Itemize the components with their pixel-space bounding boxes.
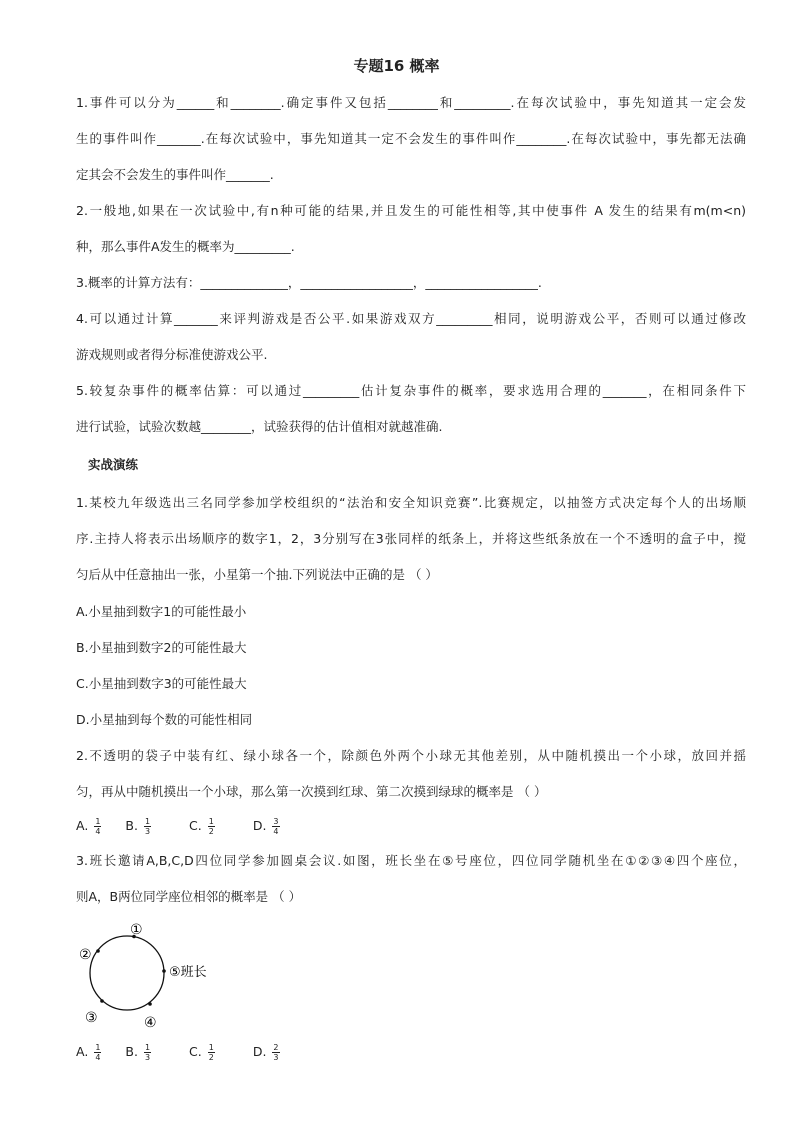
q2-line-2: 匀，再从中随机摸出一个小球，那么第一次摸到红球、第二次摸到绿球的概率是 （ ） [76,784,547,799]
intro-4-line-2: 游戏规则或者得分标准使游戏公平. [76,347,268,362]
intro-3-line-1: 3.概率的计算方法有：______________，__________________，__________________. [76,275,542,290]
page-title: 专题16 概率 [353,57,440,75]
q2-option-d-label: D. [252,818,267,833]
q1-option-a: A.小星抽到数字1的可能性最小 [76,604,247,619]
seat-1-label: ① [130,922,143,938]
q2-option-c-label: C. [189,818,202,833]
q2-line-1: 2.不透明的袋子中装有红、绿小球各一个，除颜色外两个小球无其他差别，从中随机摸出一个小球，放回并摇 [76,748,746,763]
q3-option-c-fraction: $\frac{1}{2}$ [208,1043,214,1062]
q1-option-c: C.小星抽到数字3的可能性最大 [76,676,247,691]
intro-1-line-1: 1.事件可以分为______和________.确定事件又包括________和_________.在每次试验中，事先知道其一定会发 [76,95,746,110]
q3-line-2: 则A，B两位同学座位相邻的概率是 （ ） [76,889,302,904]
q1-line-1: 1.某校九年级选出三名同学参加学校组织的“法治和安全知识竞赛”.比赛规定，以抽签方式决定每个人的出场顺 [76,495,746,510]
q1-option-b: B.小星抽到数字2的可能性最大 [76,640,247,655]
q1-option-d: D.小星抽到每个数的可能性相同 [76,712,253,727]
q3-option-a-label: A. [76,1044,89,1059]
seat-2-dot [96,949,100,953]
seat-2-label: ② [79,947,92,963]
q3-option-c-label: C. [189,1044,202,1059]
intro-4-line-1: 4.可以通过计算_______来评判游戏是否公平.如果游戏双方_________相同，说明游戏公平，否则可以通过修改 [76,311,746,326]
round-table-diagram [70,915,270,1035]
q3-option-b-fraction: $\frac{1}{3}$ [144,1043,151,1062]
q1-line-3: 匀后从中任意抽出一张，小星第一个抽.下列说法中正确的是 （ ） [76,567,438,582]
intro-2-line-1: 2.一般地,如果在一次试验中,有n种可能的结果,并且发生的可能性相等,其中使事件 A 发生的结果有m(m<n) [76,203,746,218]
q2-option-b-fraction: $\frac{1}{3}$ [144,817,151,836]
q3-option-d-fraction: $\frac{2}{3}$ [273,1043,279,1062]
seat-5-label: ⑤班长 [169,965,207,980]
intro-1-line-2: 生的事件叫作_______.在每次试验中，事先知道其一定不会发生的事件叫作________.在每次试验中，事先都无法确 [76,131,746,146]
section-title: 实战演练 [88,457,139,472]
intro-5-line-2: 进行试验，试验次数越________，试验获得的估计值相对就越准确. [76,419,443,434]
round-table-circle [90,936,164,1010]
intro-1-line-3: 定其会不会发生的事件叫作_______. [76,167,274,182]
seat-4-dot [148,1002,152,1006]
seat-4-label: ④ [144,1015,157,1031]
q2-option-c-fraction: $\frac{1}{2}$ [208,817,214,836]
q2-options [76,817,286,836]
seat-3-dot [100,999,104,1003]
seat-5-dot [162,969,166,973]
intro-5-line-1: 5.较复杂事件的概率估算：可以通过_________估计复杂事件的概率，要求选用合理的_______，在相同条件下 [76,383,746,398]
q2-option-a-label: A. [76,818,89,833]
q2-option-b-label: B. [125,818,138,833]
q2-option-a-fraction: $\frac{1}{4}$ [95,817,101,836]
seat-3-label: ③ [85,1010,98,1026]
q3-option-b-label: B. [125,1044,138,1059]
intro-2-line-2: 种，那么事件A发生的概率为_________. [76,239,295,254]
q1-line-2: 序.主持人将表示出场顺序的数字1，2，3分别写在3张同样的纸条上，并将这些纸条放在一个不透明的盒子中，搅 [76,531,746,546]
q2-option-d-fraction: $\frac{3}{4}$ [273,817,279,836]
q3-option-d-label: D. [252,1044,267,1059]
q3-options [76,1043,286,1062]
q3-option-a-fraction: $\frac{1}{4}$ [95,1043,101,1062]
q3-line-1: 3.班长邀请A,B,C,D四位同学参加圆桌会议.如图，班长坐在⑤号座位，四位同学随机坐在①②③④四个座位， [76,853,746,868]
